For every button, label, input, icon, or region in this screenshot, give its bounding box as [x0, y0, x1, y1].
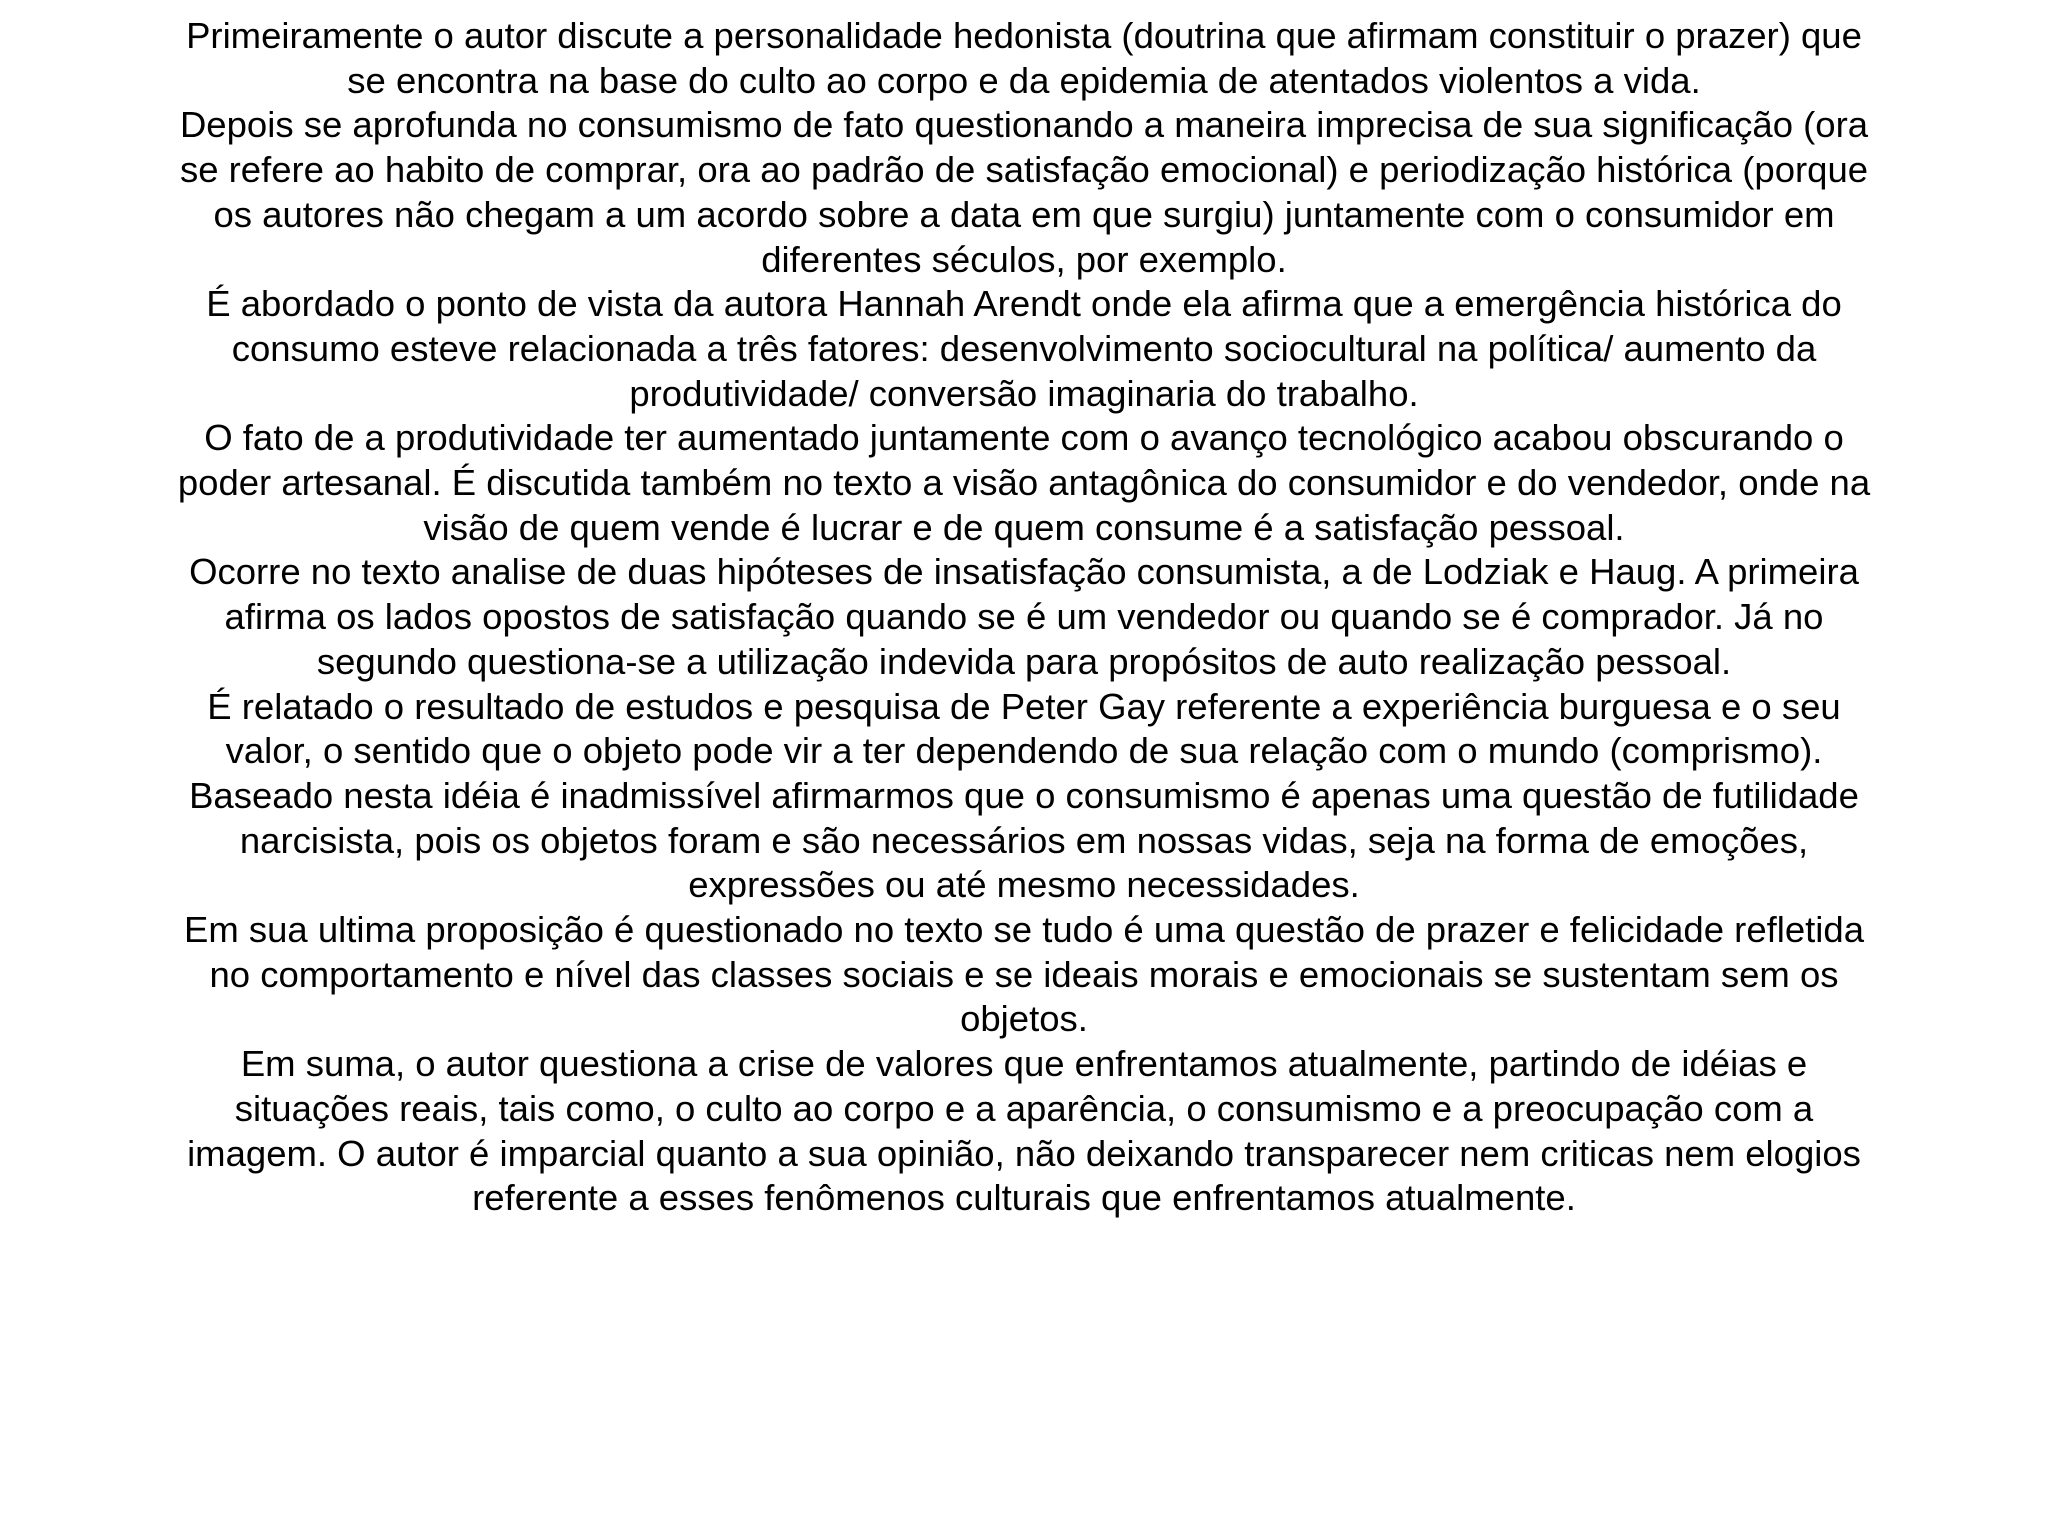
- paragraph-hannah-arendt: É abordado o ponto de vista da autora Hannah Arendt onde ela afirma que a emergência histórica do consumo esteve relacionada a três fatores: desenvolvimento sociocultural na política/ aumento da produtividade/ conversão imaginaria do trabalho.: [206, 283, 1842, 414]
- paragraph-hypotheses: Ocorre no texto analise de duas hipóteses de insatisfação consumista, a de Lodziak e Haug. A primeira afirma os lados opostos de satisfação quando se é um vendedor ou quando se é comprador. Já no segundo questiona-se a utilização indevida para propósitos de auto realização pessoal.: [189, 551, 1859, 682]
- paragraph-last-proposition: Em sua ultima proposição é questionado no texto se tudo é uma questão de prazer e felicidade refletida no comportamento e nível das classes sociais e se ideais morais e emocionais se sustentam sem os objetos.: [183, 909, 1865, 1040]
- document-body: [170, 14, 1878, 1221]
- paragraph-conclusion: Em suma, o autor questiona a crise de valores que enfrentamos atualmente, partindo de idéias e situações reais, tais como, o culto ao corpo e a aparência, o consumismo e a preocupação com a imagem. O autor é imparcial quanto a sua opinião, não deixando transparecer nem criticas nem elogios referente a esses fenômenos culturais que enfrentamos atualmente.: [187, 1043, 1861, 1219]
- paragraph-consumerism: Depois se aprofunda no consumismo de fato questionando a maneira imprecisa de sua significação (ora se refere ao habito de comprar, ora ao padrão de satisfação emocional) e periodização histórica (porque os autores não chegam a um acordo sobre a data em que surgiu) juntamente com o consumidor em diferentes séculos, por exemplo.: [179, 104, 1869, 280]
- paragraph-peter-gay: É relatado o resultado de estudos e pesquisa de Peter Gay referente a experiência burguesa e o seu valor, o sentido que o objeto pode vir a ter dependendo de sua relação com o mundo (comprismo). Baseado nesta idéia é inadmissível afirmarmos que o consumismo é apenas uma questão de futilidade narcisista, pois os objetos foram e são necessários em nossas vidas, seja na forma de emoções, expressões ou até mesmo necessidades.: [189, 685, 1859, 906]
- paragraph-productivity: O fato de a produtividade ter aumentado juntamente com o avanço tecnológico acabou obscurando o poder artesanal. É discutida também no texto a visão antagônica do consumidor e do vendedor, onde na visão de quem vende é lucrar e de quem consume é a satisfação pessoal.: [177, 417, 1871, 548]
- paragraph-hedonism: Primeiramente o autor discute a personalidade hedonista (doutrina que afirmam constituir o prazer) que se encontra na base do culto ao corpo e da epidemia de atentados violentos a vida.: [186, 15, 1862, 101]
